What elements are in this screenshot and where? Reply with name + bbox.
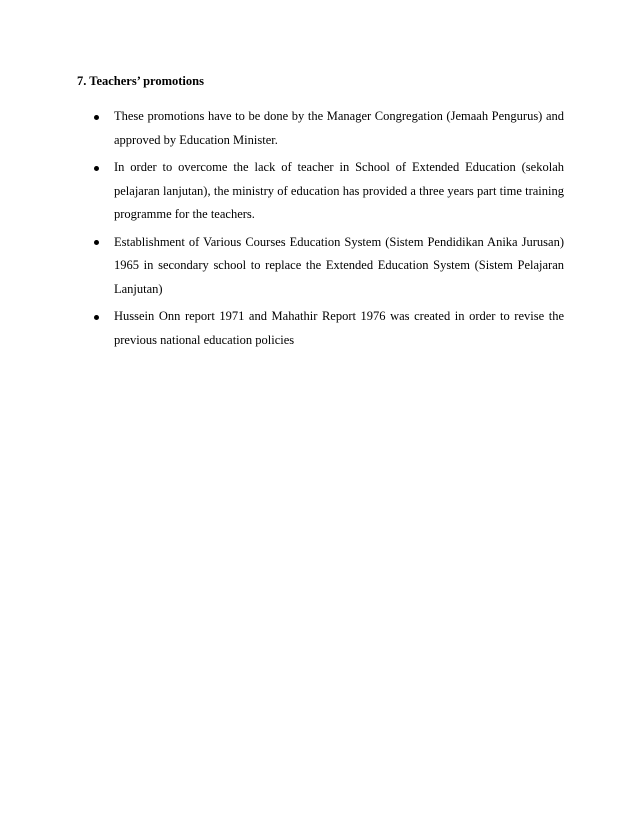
bullet-icon <box>94 115 99 120</box>
bullet-icon <box>94 240 99 245</box>
list-item-text: Establishment of Various Courses Education System (Sistem Pendidikan Anika Jurusan) 1965 in secondary school to replace the Extended Education System (Sistem Pelajaran Lanjutan) <box>114 234 564 296</box>
list-item-text: These promotions have to be done by the Manager Congregation (Jemaah Pengurus) and approved by Education Minister. <box>114 109 564 147</box>
list-item <box>77 231 564 302</box>
bullet-icon <box>94 166 99 171</box>
list-item <box>77 305 564 352</box>
list-item <box>77 105 564 152</box>
section-heading: 7. Teachers’ promotions <box>77 74 204 88</box>
bullet-list <box>77 105 564 356</box>
list-item <box>77 156 564 227</box>
list-item-text: Hussein Onn report 1971 and Mahathir Report 1976 was created in order to revise the previous national education policies <box>114 309 564 347</box>
list-item-text: In order to overcome the lack of teacher in School of Extended Education (sekolah pelajaran lanjutan), the ministry of education has provided a three years part time training programme for the teachers. <box>114 160 564 221</box>
bullet-icon <box>94 315 99 320</box>
